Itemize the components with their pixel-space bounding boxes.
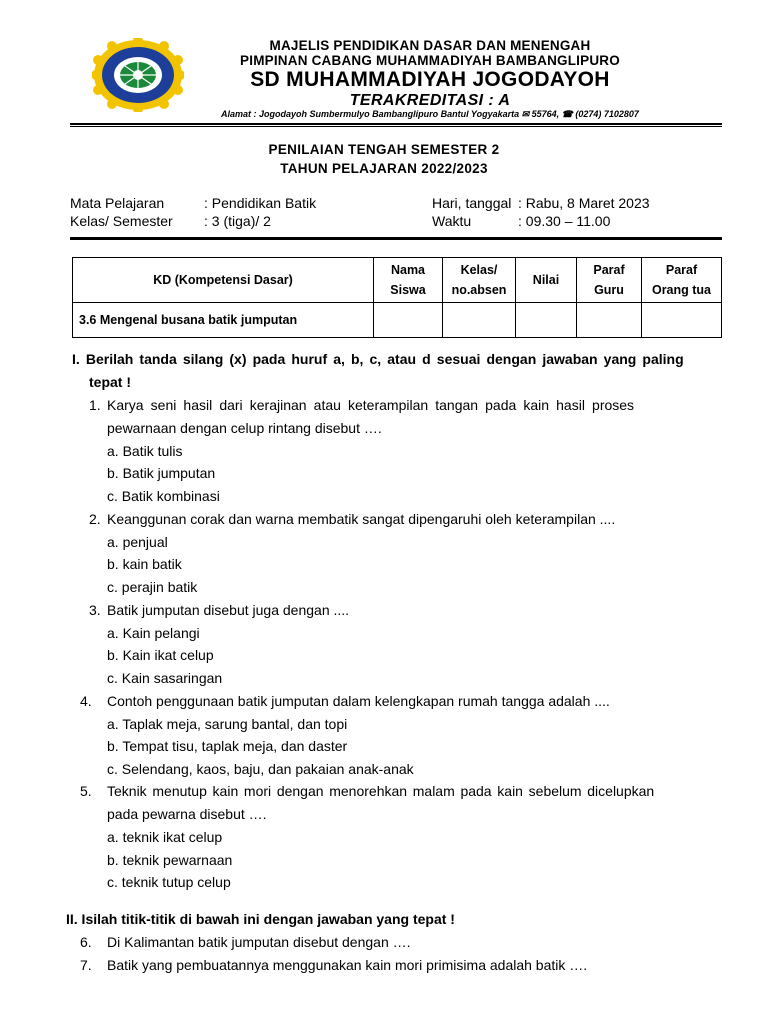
class-value: : 3 (tiga)/ 2 [204, 213, 271, 229]
time-value: : 09.30 – 11.00 [518, 213, 611, 229]
answer-option[interactable]: c. Kain sasaringan [107, 670, 223, 686]
subject-value: : Pendidikan Batik [204, 195, 317, 211]
question-text-cont: pada pewarna disebut …. [107, 806, 267, 822]
answer-option[interactable]: a. Taplak meja, sarung bantal, dan topi [107, 716, 348, 732]
school-address: Alamat : Jogodayoh Sumbermulyo Bambanglipuro Bantul Yogyakarta ✉ 55764, ☎ (0274) 7102807 [221, 109, 639, 119]
question-number: 7. [80, 957, 92, 973]
answer-option[interactable]: a. Kain pelangi [107, 625, 200, 641]
header-nama-line1: Nama [390, 263, 426, 277]
answer-option[interactable]: c. teknik tutup celup [107, 874, 231, 890]
header-paraf-guru [577, 258, 642, 303]
org-line-2: PIMPINAN CABANG MUHAMMADIYAH BAMBANGLIPURO [240, 53, 620, 68]
question-text: Karya seni hasil dari kerajinan atau keterampilan tangan pada kain hasil proses [107, 397, 635, 413]
answer-option[interactable]: b. teknik pewarnaan [107, 852, 233, 868]
answer-option[interactable]: b. kain batik [107, 556, 182, 572]
subject-label: Mata Pelajaran [70, 195, 165, 211]
school-name: SD MUHAMMADIYAH JOGODAYOH [250, 68, 610, 91]
nama-cell[interactable] [374, 303, 443, 338]
accreditation: TERAKREDITASI : A [349, 92, 511, 109]
section-1-instruction-cont: tepat ! [89, 374, 131, 390]
header-kelas-line2: no.absen [451, 283, 507, 297]
identity-table [72, 257, 722, 338]
header-ortu-line1: Paraf [665, 263, 698, 277]
question-number: 4. [80, 693, 92, 709]
school-logo [92, 38, 184, 112]
answer-option[interactable]: c. perajin batik [107, 579, 198, 595]
exam-year: TAHUN PELAJARAN 2022/2023 [280, 161, 488, 176]
section-2-instruction: II. Isilah titik-titik di bawah ini dengan jawaban yang tepat ! [66, 911, 455, 927]
question-text: Keanggunan corak dan warna membatik sangat dipengaruhi oleh keterampilan .... [107, 511, 616, 527]
header-divider-thin [70, 126, 722, 127]
header-kd: KD (Kompetensi Dasar) [73, 258, 374, 303]
nilai-cell[interactable] [516, 303, 577, 338]
kelas-cell[interactable] [443, 303, 516, 338]
section-1-instruction: I. Berilah tanda silang (x) pada huruf a, b, c, atau d sesuai dengan jawaban yang paling [72, 351, 684, 367]
question-text: Contoh penggunaan batik jumputan dalam kelengkapan rumah tangga adalah .... [107, 693, 610, 709]
question-number: 5. [80, 783, 92, 799]
answer-option[interactable]: b. Tempat tisu, taplak meja, dan daster [107, 738, 348, 754]
answer-option[interactable]: c. Batik kombinasi [107, 488, 220, 504]
answer-option[interactable]: a. Batik tulis [107, 443, 183, 459]
answer-option[interactable]: b. Kain ikat celup [107, 647, 214, 663]
header-guru-line1: Paraf [593, 263, 625, 277]
time-label: Waktu [432, 213, 472, 229]
header-divider [70, 123, 722, 125]
answer-option[interactable]: a. teknik ikat celup [107, 829, 223, 845]
day-label: Hari, tanggal [432, 195, 512, 211]
header-paraf-ortu [642, 258, 722, 303]
answer-option[interactable]: b. Batik jumputan [107, 465, 216, 481]
header-ortu-line2: Orang tua [651, 283, 712, 297]
question-text: Teknik menutup kain mori dengan menorehkan malam pada kain sebelum dicelupkan [107, 783, 655, 799]
question-text: Batik jumputan disebut juga dengan .... [107, 602, 350, 618]
table-header-row [73, 258, 722, 303]
answer-option[interactable]: c. Selendang, kaos, baju, dan pakaian anak-anak [107, 761, 414, 777]
header-kelas-line1: Kelas/ [460, 263, 498, 277]
header-guru-line2: Guru [594, 283, 624, 297]
exam-title: PENILAIAN TENGAH SEMESTER 2 [268, 142, 500, 157]
table-row [73, 303, 722, 338]
kd-value: 3.6 Mengenal busana batik jumputan [73, 303, 374, 338]
question-text-cont: pewarnaan dengan celup rintang disebut …. [107, 420, 382, 436]
day-value: : Rabu, 8 Maret 2023 [518, 195, 650, 211]
question-number: 2. [89, 511, 101, 527]
info-divider [70, 237, 722, 240]
header-nama [374, 258, 443, 303]
question-text: Di Kalimantan batik jumputan disebut dengan …. [107, 934, 411, 950]
class-label: Kelas/ Semester [70, 213, 173, 229]
paraf-guru-cell[interactable] [577, 303, 642, 338]
header-nama-line2: Siswa [390, 283, 426, 297]
org-line-1: MAJELIS PENDIDIKAN DASAR DAN MENENGAH [269, 38, 591, 53]
paraf-ortu-cell[interactable] [642, 303, 722, 338]
header-kelas [443, 258, 516, 303]
question-number: 1. [89, 397, 101, 413]
header-nilai: Nilai [516, 258, 577, 303]
question-text: Batik yang pembuatannya menggunakan kain mori primisima adalah batik …. [107, 957, 588, 973]
answer-option[interactable]: a. penjual [107, 534, 168, 550]
question-number: 3. [89, 602, 101, 618]
question-number: 6. [80, 934, 92, 950]
